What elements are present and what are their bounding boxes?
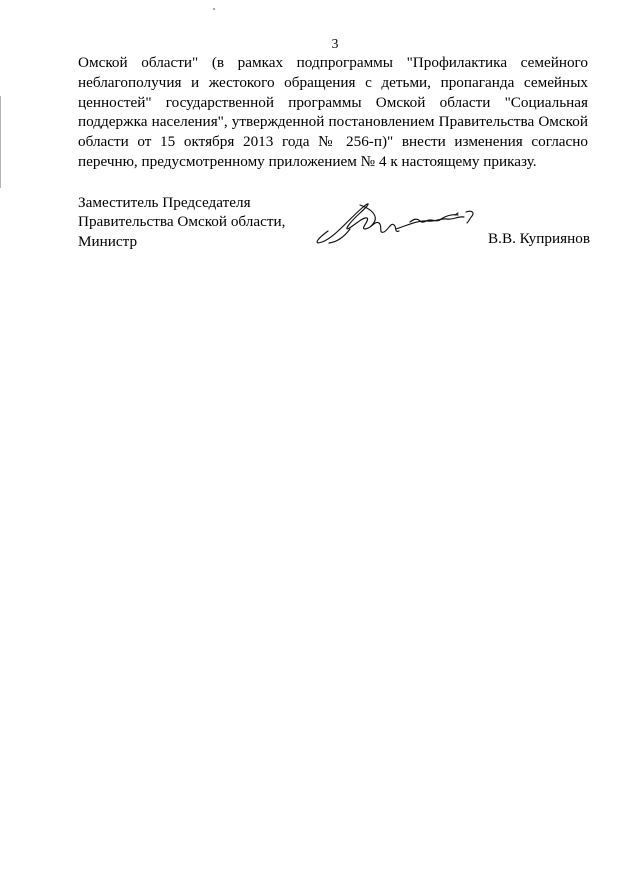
signer-title-line: Министр — [78, 232, 138, 250]
signer-name: В.В. Куприянов — [488, 230, 590, 247]
signer-title-line: Заместитель Председателя — [78, 194, 251, 211]
body-line: области от 15 октября 2013 года № 256-п)" внести изменения согласно — [78, 133, 588, 151]
body-line: поддержка населения", утвержденной постановлением Правительства Омской — [78, 113, 588, 131]
body-line: ценностей" государственной программы Омской области "Социальная — [78, 93, 588, 111]
page-number: 3 — [331, 36, 339, 51]
body-line: неблагополучия и жестокого обращения с детьми, пропаганда семейных — [78, 73, 588, 91]
body-paragraph — [78, 53, 588, 172]
body-line-last: перечню, предусмотренному приложением № 4 к настоящему приказу. — [78, 152, 537, 170]
body-line: Омской области" (в рамках подпрограммы "Профилактика семейного — [78, 54, 588, 71]
handwritten-signature — [310, 196, 480, 248]
scan-edge-mark — [0, 96, 1, 188]
signer-title — [78, 193, 285, 251]
signer-title-line: Правительства Омской области, — [78, 213, 286, 231]
scan-dot — [213, 8, 215, 10]
